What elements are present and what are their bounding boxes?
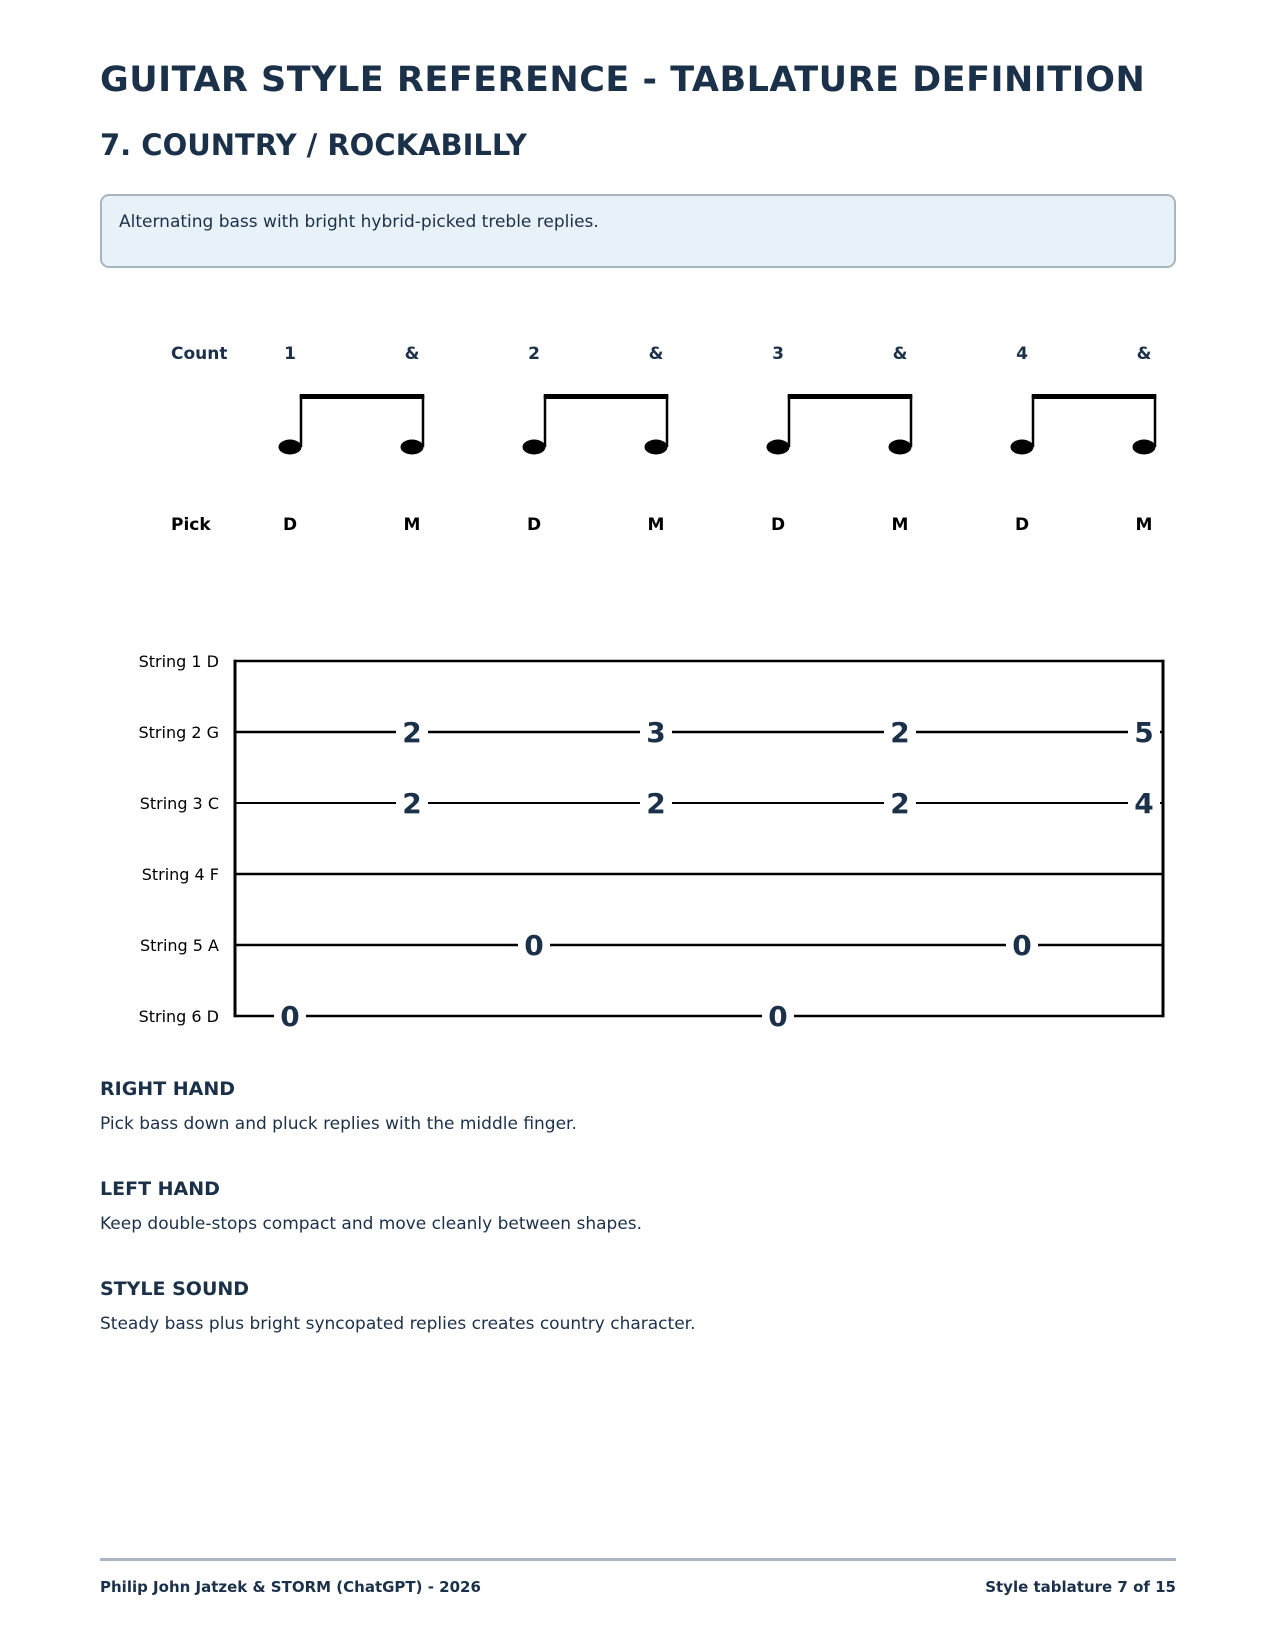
page-title: GUITAR STYLE REFERENCE - TABLATURE DEFINITION xyxy=(100,60,1146,100)
count-4: & xyxy=(648,344,664,364)
string-label-6: String 6 D xyxy=(138,1007,219,1026)
fret-number: 0 xyxy=(1012,929,1032,962)
fret-number: 2 xyxy=(402,716,422,749)
note-head-4 xyxy=(645,440,668,455)
fret-number: 4 xyxy=(1134,787,1154,820)
fret-number: 0 xyxy=(524,929,544,962)
pick-4: M xyxy=(647,515,665,535)
fret-number: 3 xyxy=(646,716,666,749)
beam-1 xyxy=(300,394,425,399)
right-hand-heading: RIGHT HAND xyxy=(100,1078,236,1100)
left-hand-heading: LEFT HAND xyxy=(100,1178,220,1200)
style-sound-text: Steady bass plus bright syncopated replies creates country character. xyxy=(100,1314,696,1334)
section-title: 7. COUNTRY / ROCKABILLY xyxy=(100,128,527,162)
style-sound-heading: STYLE SOUND xyxy=(100,1278,250,1300)
pick-3: D xyxy=(526,515,542,535)
count-2: & xyxy=(404,344,420,364)
count-7: 4 xyxy=(1016,344,1028,364)
beam-4 xyxy=(1032,394,1157,399)
note-head-1 xyxy=(279,440,302,455)
pick-8: M xyxy=(1135,515,1153,535)
count-3: 2 xyxy=(528,344,540,364)
note-head-5 xyxy=(767,440,790,455)
fret-number: 2 xyxy=(890,716,910,749)
fret-number: 2 xyxy=(402,787,422,820)
footer-page-number: Style tablature 7 of 15 xyxy=(985,1578,1176,1596)
count-6: & xyxy=(892,344,908,364)
string-label-5: String 5 A xyxy=(139,936,219,955)
fret-number: 0 xyxy=(768,1000,788,1033)
count-8: & xyxy=(1136,344,1152,364)
count-label: Count xyxy=(171,344,228,364)
fret-number: 0 xyxy=(280,1000,300,1033)
rhythm-notation xyxy=(171,344,1156,535)
count-1: 1 xyxy=(284,344,296,364)
footer-credit: Philip John Jatzek & STORM (ChatGPT) - 2026 xyxy=(100,1578,481,1596)
tablature-staff xyxy=(139,652,1164,1033)
note-head-8 xyxy=(1133,440,1156,455)
pick-5: D xyxy=(770,515,786,535)
string-label-1: String 1 D xyxy=(138,652,219,671)
description-text: Alternating bass with bright hybrid-picked treble replies. xyxy=(119,212,599,232)
left-hand-text: Keep double-stops compact and move cleanly between shapes. xyxy=(100,1214,643,1234)
pick-7: D xyxy=(1014,515,1030,535)
note-head-7 xyxy=(1011,440,1034,455)
beam-3 xyxy=(788,394,913,399)
fret-number: 5 xyxy=(1134,716,1154,749)
pick-label: Pick xyxy=(171,515,211,535)
right-hand-text: Pick bass down and pluck replies with the middle finger. xyxy=(100,1114,577,1134)
pick-6: M xyxy=(891,515,909,535)
pick-1: D xyxy=(282,515,298,535)
fret-number: 2 xyxy=(646,787,666,820)
fret-number: 2 xyxy=(890,787,910,820)
string-label-2: String 2 G xyxy=(138,723,219,742)
footer-divider xyxy=(100,1558,1176,1561)
note-head-6 xyxy=(889,440,912,455)
string-label-4: String 4 F xyxy=(141,865,219,884)
pick-2: M xyxy=(403,515,421,535)
string-label-3: String 3 C xyxy=(139,794,219,813)
count-5: 3 xyxy=(772,344,784,364)
note-head-3 xyxy=(523,440,546,455)
beam-2 xyxy=(544,394,669,399)
note-head-2 xyxy=(401,440,424,455)
